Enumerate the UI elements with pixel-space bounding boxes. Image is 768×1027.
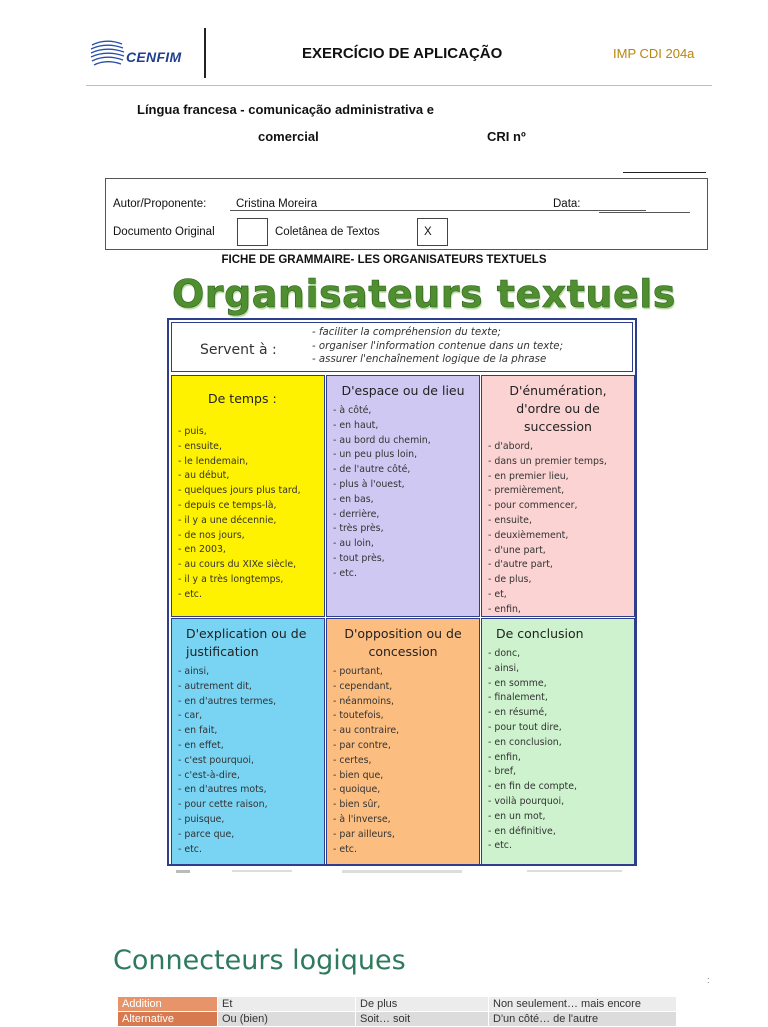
table-cell-category: Alternative	[118, 1012, 218, 1027]
cell-title: D'espace ou de lieu	[341, 383, 465, 398]
organisateurs-title: Organisateurs textuels	[172, 272, 676, 316]
logo-text: CENFIM	[126, 49, 182, 65]
author-value: Cristina Moreira	[236, 198, 318, 210]
list-item: - en haut,	[333, 419, 379, 431]
document-title: EXERCÍCIO DE APLICAÇÃO	[302, 45, 503, 62]
cell-list	[327, 665, 479, 857]
list-item: - en conclusion,	[488, 736, 562, 748]
list-item: - en d'autres mots,	[178, 784, 267, 796]
list-item: - car,	[178, 710, 203, 722]
date-label: Data:	[553, 198, 581, 210]
table-row	[118, 997, 677, 1012]
table-cell: Soit… soit	[356, 1012, 489, 1027]
list-item: - en définitive,	[488, 825, 556, 837]
author-label: Autor/Proponente:	[113, 198, 207, 210]
list-item: - pour commencer,	[488, 500, 578, 512]
table-row	[118, 1012, 677, 1027]
list-item: - dans un premier temps,	[488, 455, 607, 467]
list-item: - quoique,	[333, 784, 381, 796]
list-item: - en résumé,	[488, 707, 548, 719]
fiche-title: FICHE DE GRAMMAIRE- LES ORGANISATEURS TEXTUELS	[221, 254, 547, 266]
collection-checkbox: X	[417, 218, 448, 246]
list-item: - en un mot,	[488, 810, 546, 822]
list-item: - etc.	[333, 843, 357, 855]
logo-swirl-icon	[88, 37, 128, 71]
list-item: - etc.	[178, 843, 202, 855]
list-item: - etc.	[333, 567, 357, 579]
header-divider	[204, 28, 206, 78]
table-cell: D'un côté… de l'autre	[489, 1012, 677, 1027]
blurred-footer-text	[172, 868, 632, 876]
list-item: - d'abord,	[488, 441, 533, 452]
list-item: - plus à l'ouest,	[333, 478, 405, 490]
list-item: - en fin de compte,	[488, 781, 577, 793]
cell-explication	[171, 618, 325, 865]
cell-title: De temps :	[208, 391, 277, 406]
document-header	[86, 28, 712, 86]
list-item: - puisque,	[178, 813, 225, 825]
cell-espace-lieu	[326, 375, 480, 617]
list-item: - au cours du XIXe siècle,	[178, 559, 297, 571]
list-item: - depuis ce temps-là,	[178, 499, 277, 511]
list-item: - d'une part,	[488, 544, 546, 556]
list-item: - ainsi,	[178, 666, 210, 677]
list-item: - enfin,	[488, 603, 521, 615]
list-item: - c'est-à-dire,	[178, 769, 240, 781]
list-item: - à côté,	[333, 405, 372, 416]
subject-line-1: Língua francesa - comunicação administrativa e	[137, 102, 434, 117]
list-item: - autrement dit,	[178, 680, 252, 692]
list-item: - toutefois,	[333, 710, 384, 722]
list-item: - certes,	[333, 754, 372, 766]
cell-title: De conclusion	[496, 626, 584, 641]
list-item: - donc,	[488, 648, 521, 659]
subject-line-2: comercial	[258, 129, 319, 144]
list-item: - en bas,	[333, 493, 374, 505]
list-item: - pour cette raison,	[178, 799, 268, 811]
list-item: - en somme,	[488, 677, 547, 689]
list-item: - en fait,	[178, 725, 218, 737]
list-item: - bien sûr,	[333, 799, 381, 811]
cell-list	[172, 425, 324, 603]
cell-list	[482, 647, 634, 854]
list-item: - au loin,	[333, 538, 374, 550]
cell-list	[172, 665, 324, 857]
date-underline	[599, 212, 690, 213]
cell-de-temps	[171, 375, 325, 617]
list-item: - il y a une décennie,	[178, 514, 277, 526]
list-item: - assurer l'enchaînement logique de la phrase	[312, 354, 547, 365]
list-item: - il y a très longtemps,	[178, 573, 284, 585]
cell-list	[482, 440, 634, 632]
list-item: - faciliter la compréhension du texte;	[312, 327, 501, 338]
list-item: - au bord du chemin,	[333, 434, 431, 446]
list-item: - ainsi,	[488, 662, 520, 674]
author-form	[105, 178, 708, 250]
connecteurs-table	[117, 996, 677, 1027]
cell-title: D'opposition ou de concession	[344, 626, 462, 659]
connecteurs-title: Connecteurs logiques	[113, 945, 406, 976]
list-item: - enfin,	[488, 751, 521, 763]
list-item: - au contraire,	[333, 725, 400, 737]
list-item: - de l'autre côté,	[333, 464, 411, 476]
list-item: - à l'inverse,	[333, 813, 391, 825]
list-item: - par ailleurs,	[333, 828, 395, 840]
list-item: - premièrement,	[488, 485, 565, 497]
list-item: - c'est pourquoi,	[178, 754, 254, 766]
cell-enumeration	[481, 375, 635, 617]
list-item: - tout près,	[333, 552, 385, 564]
list-item: - au début,	[178, 470, 230, 482]
list-item: - ensuite,	[178, 440, 222, 452]
cell-opposition	[326, 618, 480, 865]
list-item: - néanmoins,	[333, 695, 395, 707]
poster-footer-marks	[172, 868, 632, 876]
list-item: - un peu plus loin,	[333, 449, 418, 461]
list-item: - etc.	[178, 588, 202, 600]
list-item: - pour tout dire,	[488, 721, 562, 733]
list-item: - finalement,	[488, 692, 548, 704]
list-item: - pourtant,	[333, 666, 383, 677]
document-code: IMP CDI 204a	[613, 46, 695, 61]
list-item: - très près,	[333, 523, 384, 535]
table-cell: De plus	[356, 997, 489, 1012]
servent-label: Servent à :	[200, 342, 277, 358]
cell-list	[327, 404, 479, 582]
list-item: - deuxièmement,	[488, 529, 569, 541]
list-item: - quelques jours plus tard,	[178, 485, 301, 497]
cri-label: CRI nº	[487, 129, 526, 144]
list-item: - en effet,	[178, 739, 224, 751]
collection-label: Coletânea de Textos	[275, 226, 380, 238]
list-item: - puis,	[178, 426, 207, 437]
table-cell: Et	[218, 997, 356, 1012]
list-item: - bref,	[488, 766, 517, 778]
table-cell: Ou (bien)	[218, 1012, 356, 1027]
table-cell: Non seulement… mais encore	[489, 997, 677, 1012]
list-item: - voilà pourquoi,	[488, 795, 565, 807]
list-item: - en 2003,	[178, 544, 226, 556]
list-item: - de plus,	[488, 574, 532, 586]
list-item: - de nos jours,	[178, 529, 245, 541]
author-underline	[230, 210, 646, 211]
list-item: - en d'autres termes,	[178, 695, 277, 707]
servent-list	[312, 326, 563, 367]
original-checkbox	[237, 218, 268, 246]
list-item: - par contre,	[333, 739, 391, 751]
list-item: - etc.	[488, 840, 512, 852]
list-item: - organiser l'information contenue dans un texte;	[312, 340, 564, 352]
list-item: - le lendemain,	[178, 455, 249, 467]
original-label: Documento Original	[113, 226, 215, 238]
servent-box	[171, 322, 633, 372]
list-item: - derrière,	[333, 508, 380, 520]
cell-title: D'énumération, d'ordre ou de succession	[509, 383, 607, 434]
cell-title: D'explication ou de justification	[186, 626, 307, 659]
cell-conclusion	[481, 618, 635, 865]
list-item: - cependant,	[333, 680, 393, 692]
list-item: - parce que,	[178, 828, 235, 840]
stray-mark: :	[707, 975, 710, 985]
list-item: - d'autre part,	[488, 559, 553, 571]
list-item: - bien que,	[333, 769, 384, 781]
table-cell-category: Addition	[118, 997, 218, 1012]
cri-underline	[623, 172, 706, 173]
organisateurs-poster	[167, 318, 637, 866]
list-item: - ensuite,	[488, 514, 532, 526]
list-item: - en premier lieu,	[488, 470, 569, 482]
list-item: - et,	[488, 588, 507, 600]
cenfim-logo	[88, 37, 198, 71]
